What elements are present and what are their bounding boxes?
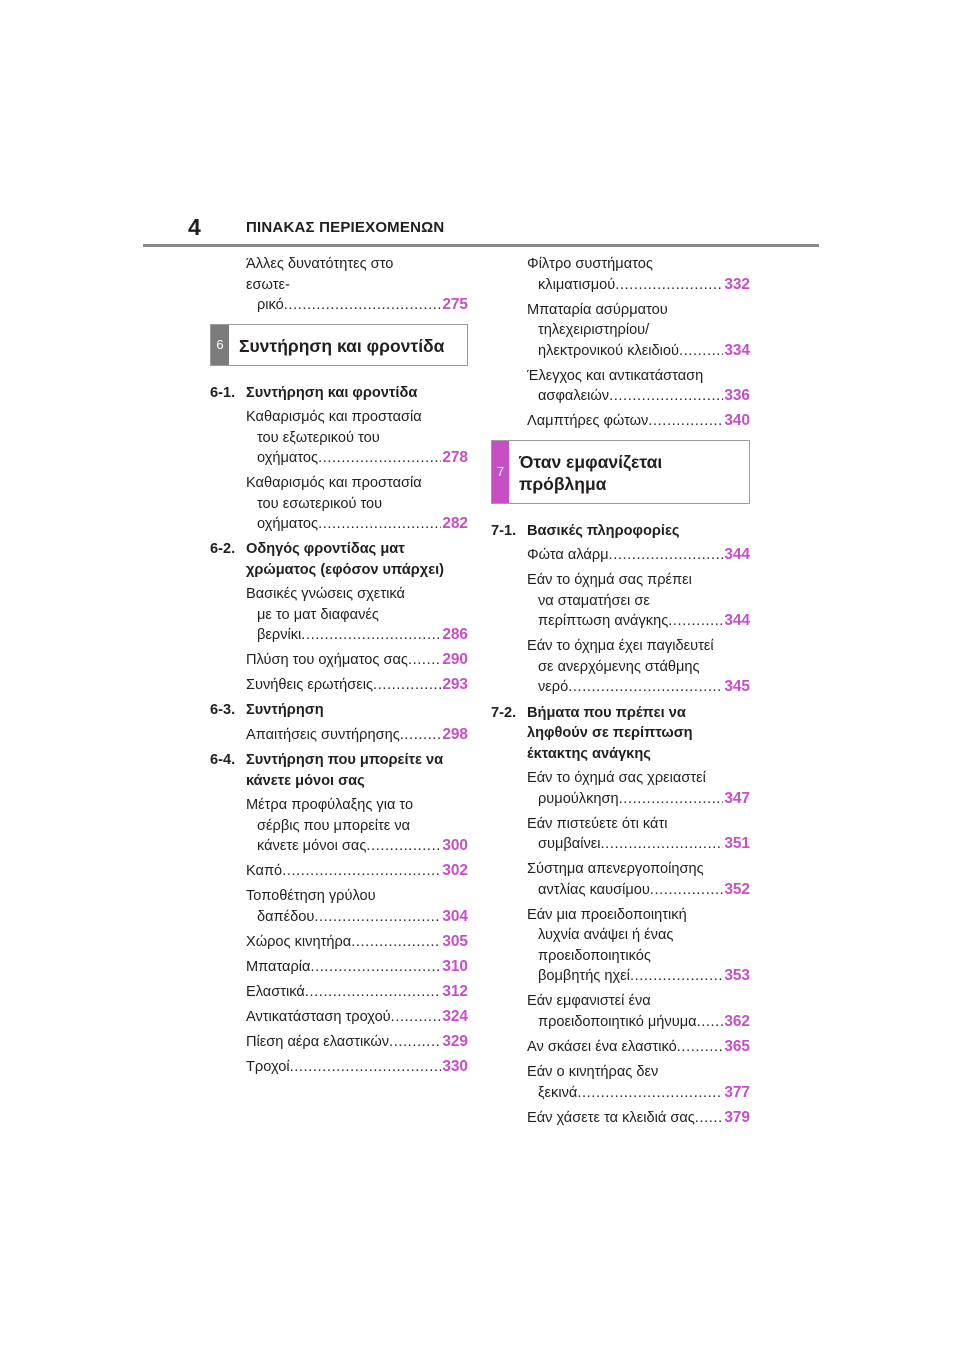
toc-entry-text: Σύστημα απενεργοποίησης	[527, 861, 704, 878]
toc-entry-line	[491, 366, 750, 387]
toc-entry-text: Πίεση αέρα ελαστικών	[246, 1034, 390, 1051]
toc-entry-line	[491, 1012, 750, 1033]
dot-leader	[609, 545, 724, 566]
dot-leader	[301, 625, 441, 646]
toc-entry-line	[210, 295, 468, 316]
page-link[interactable]: 305	[442, 932, 468, 950]
dot-leader	[697, 1012, 724, 1033]
toc-entry-text: Φώτα αλάρμ	[527, 547, 609, 564]
toc-entry-text: Εάν χάσετε τα κλειδιά σας	[527, 1109, 695, 1126]
toc-entry[interactable]	[491, 768, 750, 809]
dot-leader	[284, 295, 442, 316]
toc-entry-text: ασφαλειών	[538, 388, 610, 405]
page-link[interactable]: 302	[442, 862, 468, 880]
subsection-number: 6-2.	[210, 541, 236, 558]
toc-entry-line	[210, 907, 468, 928]
toc-entry-line	[210, 625, 468, 646]
page-link[interactable]: 362	[724, 1012, 750, 1030]
page-link[interactable]: 334	[724, 341, 750, 359]
toc-entry-text: Χώρος κινητήρα	[246, 933, 352, 950]
toc-entry-line	[491, 880, 750, 901]
subsection-number: 7-2.	[491, 704, 517, 721]
section-number-tab: 7	[492, 441, 509, 503]
toc-entry-line	[491, 611, 750, 632]
toc-entry-line	[210, 957, 468, 978]
page-link[interactable]: 312	[442, 983, 468, 1001]
toc-entry[interactable]	[491, 905, 750, 987]
subsection-heading[interactable]	[210, 700, 468, 721]
toc-entry-line	[491, 411, 750, 432]
subsection-title: Συντήρηση που μπορείτε να κάνετε μόνοι σας	[246, 752, 444, 789]
subsection-number: 6-1.	[210, 384, 236, 401]
toc-entry-line	[210, 254, 468, 295]
subsection-number: 6-3.	[210, 702, 236, 719]
toc-entry-line	[491, 591, 750, 612]
toc-entry-line	[210, 494, 468, 515]
subsection-heading[interactable]	[491, 521, 750, 542]
toc-entry[interactable]	[491, 636, 750, 698]
toc-entry-line	[210, 407, 468, 428]
page-link[interactable]: 330	[442, 1058, 468, 1076]
toc-entry[interactable]	[491, 411, 750, 432]
toc-column-left	[210, 254, 468, 1082]
dot-leader	[391, 1007, 442, 1028]
toc-entry[interactable]	[491, 859, 750, 900]
toc-column-right	[491, 254, 750, 1133]
toc-entry-line	[210, 795, 468, 816]
toc-entry-line	[210, 836, 468, 857]
toc-entry-line	[491, 1108, 750, 1129]
toc-entry-line	[210, 886, 468, 907]
toc-entry-line	[491, 300, 750, 321]
dot-leader	[305, 982, 441, 1003]
page-link[interactable]: 293	[442, 676, 468, 694]
subsection-heading[interactable]	[210, 750, 468, 791]
dot-leader	[408, 650, 441, 671]
page-link[interactable]: 377	[724, 1083, 750, 1101]
page-link[interactable]: 351	[724, 835, 750, 853]
toc-entry[interactable]	[210, 982, 468, 1003]
toc-entry-text: Τοποθέτηση γρύλου	[246, 888, 376, 905]
toc-entry-line	[210, 1007, 468, 1028]
toc-entry-text: Εάν πιστεύετε ότι κάτι	[527, 815, 668, 832]
toc-entry-line	[210, 675, 468, 696]
toc-entry-text: Συνήθεις ερωτήσεις	[246, 677, 374, 694]
section-title: Συντήρηση και φροντίδα	[239, 335, 445, 356]
toc-entry-text: νερό	[538, 679, 569, 696]
toc-entry-text: Καπό	[246, 863, 283, 880]
toc-entry-text: τηλεχειριστηρίου/	[538, 322, 650, 339]
dot-leader	[373, 675, 441, 696]
toc-entry-line	[210, 448, 468, 469]
toc-entry-text: Φίλτρο συστήματος	[527, 256, 653, 272]
toc-entry-text: Εάν το όχημά σας χρειαστεί	[527, 770, 706, 787]
dot-leader	[318, 514, 441, 535]
toc-entry-text: Εάν το όχημά σας πρέπει	[527, 572, 692, 589]
dot-leader	[577, 1083, 723, 1104]
subsection-title: Συντήρηση και φροντίδα	[246, 384, 418, 401]
toc-entry-text: Ελαστικά	[246, 984, 305, 1001]
toc-entry[interactable]	[210, 254, 468, 316]
dot-leader	[314, 907, 441, 928]
page-link[interactable]: 345	[724, 678, 750, 696]
dot-leader	[668, 611, 723, 632]
toc-entry-text: Λαμπτήρες φώτων	[527, 413, 649, 430]
toc-entry-text: ηλεκτρονικού κλειδιού	[538, 342, 680, 359]
toc-entry[interactable]	[210, 473, 468, 535]
toc-entry-line	[210, 1057, 468, 1078]
page-link[interactable]: 336	[724, 387, 750, 405]
toc-entry-text: ξεκινά	[538, 1084, 578, 1101]
page-number: 4	[188, 214, 201, 240]
toc-entry-line	[491, 966, 750, 987]
toc-entry-line	[491, 386, 750, 407]
toc-entry-text: Έλεγχος και αντικατάσταση	[527, 367, 704, 384]
toc-entry-line	[210, 816, 468, 837]
dot-leader	[695, 1108, 724, 1129]
page-link[interactable]: 300	[442, 837, 468, 855]
toc-entry-line	[491, 545, 750, 566]
toc-entry-text: Μέτρα προφύλαξης για το	[246, 797, 414, 814]
toc-entry[interactable]	[210, 1007, 468, 1028]
toc-entry-line	[491, 636, 750, 657]
toc-entry[interactable]	[491, 814, 750, 855]
page-link[interactable]: 329	[442, 1033, 468, 1051]
dot-leader	[677, 1037, 724, 1058]
page-link[interactable]: 332	[724, 275, 750, 293]
toc-entry-text: κάνετε μόνοι σας	[257, 838, 367, 855]
toc-entry-text: λυχνία ανάψει ή ένας	[538, 927, 674, 944]
toc-entry-text: συμβαίνει	[538, 836, 601, 853]
toc-entry[interactable]	[210, 407, 468, 469]
toc-entry-text: Αντικατάσταση τροχού	[246, 1009, 391, 1026]
page-link[interactable]: 324	[442, 1008, 468, 1026]
page-link[interactable]: 340	[724, 412, 750, 430]
dot-leader	[615, 275, 723, 296]
page-link[interactable]: 379	[724, 1108, 750, 1126]
toc-entry-text: σέρβις που μπορείτε να	[257, 817, 411, 834]
toc-entry-line	[491, 570, 750, 591]
toc-entry-line	[491, 946, 750, 967]
page-link[interactable]: 282	[442, 515, 468, 533]
toc-entry-text: βερνίκι	[257, 627, 302, 644]
toc-entry-line	[210, 982, 468, 1003]
toc-entry-line	[491, 1062, 750, 1083]
dot-leader	[568, 677, 723, 698]
toc-entry-text: Μπαταρία	[246, 958, 311, 975]
toc-entry-text: του εσωτερικού του	[257, 495, 383, 512]
toc-entry-text: Απαιτήσεις συντήρησης	[246, 726, 400, 743]
dot-leader	[400, 725, 442, 746]
toc-entry-text: οχήματος	[257, 516, 319, 533]
subsection-heading[interactable]	[210, 383, 468, 404]
page-link[interactable]: 275	[442, 296, 468, 313]
toc-entry[interactable]	[210, 957, 468, 978]
subsection-title: Συντήρηση	[246, 702, 324, 719]
toc-entry-text: Καθαρισμός και προστασία	[246, 475, 422, 492]
page-link[interactable]: 365	[724, 1038, 750, 1056]
toc-entry-line	[210, 932, 468, 953]
toc-entry[interactable]	[210, 886, 468, 927]
toc-entry-text: σε ανερχόμενης στάθμης	[538, 658, 700, 675]
section-title: Όταν εμφανίζεται πρόβλημα	[518, 451, 663, 494]
toc-entry-line	[491, 814, 750, 835]
toc-entry-line	[210, 725, 468, 746]
section-number-tab: 6	[211, 325, 229, 365]
dot-leader	[282, 861, 441, 882]
dot-leader	[310, 957, 441, 978]
toc-entry-text: Πλύση του οχήματος σας	[246, 652, 408, 669]
header-rule	[143, 244, 819, 247]
dot-leader	[318, 448, 441, 469]
toc-entry-line	[491, 677, 750, 698]
subsection-title: Βασικές πληροφορίες	[527, 522, 680, 539]
toc-entry[interactable]	[491, 366, 750, 407]
toc-entry-line	[491, 768, 750, 789]
toc-entry-line	[491, 275, 750, 296]
toc-entry-text: Άλλες δυνατότητες στο εσωτε-	[246, 256, 394, 293]
toc-entry[interactable]	[491, 1037, 750, 1058]
toc-entry-line	[491, 834, 750, 855]
page-link[interactable]: 347	[724, 789, 750, 807]
dot-leader	[351, 932, 441, 953]
subsection-heading[interactable]	[210, 539, 468, 580]
toc-entry-text: Εάν μια προειδοποιητική	[527, 906, 687, 923]
toc-entry-text: ρικό	[257, 297, 284, 313]
toc-entry[interactable]	[491, 570, 750, 632]
toc-entry-line	[491, 789, 750, 810]
toc-entry[interactable]	[491, 300, 750, 362]
toc-entry-line	[491, 657, 750, 678]
dot-leader	[389, 1032, 441, 1053]
toc-entry-line	[210, 861, 468, 882]
toc-entry-line	[491, 905, 750, 926]
page-link[interactable]: 298	[442, 725, 468, 743]
dot-leader	[650, 880, 723, 901]
page-link[interactable]: 290	[442, 651, 468, 669]
toc-entry-text: περίπτωση ανάγκης	[538, 613, 669, 630]
toc-entry[interactable]	[210, 725, 468, 746]
toc-entry-text: Βασικές γνώσεις σχετικά	[246, 586, 405, 603]
page-header-title: ΠΙΝΑΚΑΣ ΠΕΡΙΕΧΟΜΕΝΩΝ	[246, 219, 445, 236]
toc-entry[interactable]	[491, 254, 750, 295]
dot-leader	[630, 966, 723, 987]
toc-entry-text: με το ματ διαφανές	[257, 606, 379, 623]
page-link[interactable]: 310	[442, 957, 468, 975]
dot-leader	[648, 411, 723, 432]
toc-entry-text: Αν σκάσει ένα ελαστικό	[527, 1039, 677, 1056]
toc-entry-line	[210, 428, 468, 449]
toc-entry-line	[491, 991, 750, 1012]
dot-leader	[366, 836, 441, 857]
toc-entry[interactable]	[210, 584, 468, 646]
toc-entry[interactable]	[210, 1032, 468, 1053]
toc-entry-line	[491, 925, 750, 946]
toc-entry-text: να σταματήσει σε	[538, 592, 650, 609]
toc-entry-text: Εάν το όχημα έχει παγιδευτεί	[527, 638, 714, 655]
page-link[interactable]: 344	[724, 546, 750, 564]
section-header-box	[210, 324, 468, 366]
toc-entry[interactable]	[491, 545, 750, 566]
toc-entry-text: ρυμούλκηση	[538, 790, 619, 807]
page-link[interactable]: 304	[442, 907, 468, 925]
toc-entry-line	[491, 1037, 750, 1058]
toc-entry-text: Εάν ο κινητήρας δεν	[527, 1064, 659, 1081]
dot-leader	[290, 1057, 442, 1078]
toc-entry-text: Μπαταρία ασύρματου	[527, 301, 668, 318]
toc-entry-line	[210, 1032, 468, 1053]
toc-entry[interactable]	[210, 650, 468, 671]
toc-entry[interactable]	[210, 795, 468, 857]
toc-entry-text: οχήματος	[257, 450, 319, 466]
toc-entry[interactable]	[210, 675, 468, 696]
toc-entry[interactable]	[210, 861, 468, 882]
subsection-heading[interactable]	[491, 703, 750, 765]
toc-entry-text: Καθαρισμός και προστασία	[246, 409, 422, 425]
subsection-number: 7-1.	[491, 522, 517, 539]
toc-entry-line	[210, 605, 468, 626]
dot-leader	[679, 341, 723, 362]
toc-entry[interactable]	[491, 1062, 750, 1103]
toc-entry-text: του εξωτερικού του	[257, 429, 380, 446]
toc-entry-text: Τροχοί	[246, 1059, 290, 1076]
toc-entry-line	[210, 514, 468, 535]
toc-entry[interactable]	[210, 932, 468, 953]
dot-leader	[609, 386, 723, 407]
page-link[interactable]: 344	[724, 612, 750, 630]
toc-entry-text: κλιματισμού	[538, 276, 616, 293]
toc-entry-line	[210, 650, 468, 671]
toc-entry-line	[210, 473, 468, 494]
dot-leader	[601, 834, 724, 855]
toc-entry-text: αντλίας καυσίμου	[538, 881, 650, 898]
subsection-title: Βήματα που πρέπει να ληφθούν σε περίπτωση έκτακτης ανάγκης	[527, 704, 693, 762]
toc-entry-line	[491, 1083, 750, 1104]
section-header-box	[491, 440, 750, 504]
subsection-number: 6-4.	[210, 752, 236, 769]
toc-entry[interactable]	[210, 1057, 468, 1078]
toc-entry-text: Εάν εμφανιστεί ένα	[527, 993, 651, 1010]
dot-leader	[619, 789, 724, 810]
page-link[interactable]: 286	[442, 626, 468, 644]
toc-entry-text: προειδοποιητικός	[538, 947, 651, 964]
toc-entry-text: βομβητής ηχεί	[538, 968, 630, 985]
page-link[interactable]: 352	[724, 880, 750, 898]
toc-entry-line	[491, 320, 750, 341]
page-link[interactable]: 278	[442, 449, 468, 466]
subsection-title: Οδηγός φροντίδας ματ χρώματος (εφόσον υπάρχει)	[246, 541, 445, 578]
toc-entry-line	[491, 341, 750, 362]
toc-entry-text: δαπέδου	[257, 908, 315, 925]
toc-entry[interactable]	[491, 991, 750, 1032]
toc-entry-line	[491, 859, 750, 880]
toc-entry[interactable]	[491, 1108, 750, 1129]
toc-entry-text: προειδοποιητικό μήνυμα	[538, 1013, 697, 1030]
page-link[interactable]: 353	[724, 967, 750, 985]
toc-entry-line	[210, 584, 468, 605]
toc-entry-line	[491, 254, 750, 275]
